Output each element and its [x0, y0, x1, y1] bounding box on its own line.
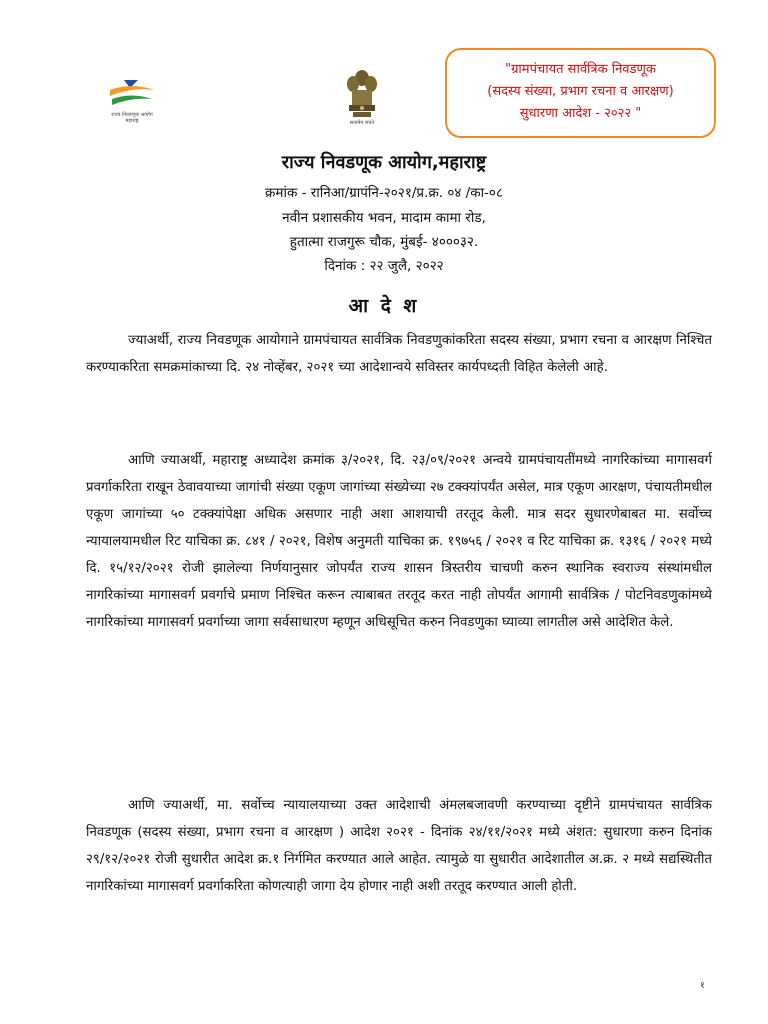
callout-line-1: "ग्रामपंचायत सार्वत्रिक निवडणूक	[505, 62, 656, 77]
address-line-1: नवीन प्रशासकीय भवन, मादाम कामा रोड,	[282, 210, 486, 226]
paragraph-3: आणि ज्याअर्थी, मा. सर्वोच्च न्यायालयाच्या उक्त आदेशाची अंमलबजावणी करण्याच्या दृष्टीने ग्रामपंचायत सार्वत्रिक निवडणूक (सदस्य संख्या, प्रभाग रचना व आरक्षण ) आदेश २०२१ - दिनांक २४/११/२०२१ मध्ये अंशत: सुधारणा करुन दिनांक २९/१२/२०२१ रोजी सुधारीत आदेश क्र.१ निर्गमित करण्यात आले आहेत. त्यामुळे या सुधारीत आदेशातील अ.क्र. २ मध्ये सद्यस्थितीत नागरिकांच्या मागासवर्ग प्रवर्गाकरिता कोणत्याही जागा देय होणार नाही अशी तरतूद करण्यात आली होती.	[86, 798, 712, 894]
logo-caption-1: राज्य निवडणूक आयोग	[111, 112, 153, 118]
order-date: दिनांक : २२ जुलै, २०२२	[324, 258, 444, 274]
organization-title: राज्य निवडणूक आयोग,महाराष्ट्र	[281, 152, 487, 173]
sec-logo-icon	[104, 78, 160, 112]
paragraph-2: आणि ज्याअर्थी, महाराष्ट्र अध्यादेश क्रमांक ३/२०२१, दि. २३/०९/२०२१ अन्वये ग्रामपंचायतींमध्ये नागरिकांच्या मागासवर्ग प्रवर्गाकरिता राखून ठेवावयाच्या जागांची संख्या एकूण जागांच्या संख्येच्या २७ टक्क्यांपर्यंत असेल, मात्र एकूण आरक्षण, पंचायतीमधील एकूण जागांच्या ५० टक्क्यांपेक्षा अधिक असणार नाही अशा आशयाची तरतूद केली. मात्र सदर सुधारणेबाबत मा. सर्वोच्च न्यायालयामधील रिट याचिका क्र. ८४१ / २०२१, विशेष अनुमती याचिका क्र. १९७५६ / २०२१ व रिट याचिका क्र. १३१६ / २०२१ मध्ये दि. १५/१२/२०२१ रोजी झालेल्या निर्णयानुसार जोपर्यंत राज्य शासन त्रिस्तरीय चाचणी करुन स्थानिक स्वराज्य संस्थांमधील नागरिकांच्या मागासवर्ग प्रवर्गाचे प्रमाण निश्चित करून त्याबाबत तरतूद करत नाही तोपर्यंत आगामी सार्वत्रिक / पोटनिवडणुकांमध्ये नागरिकांच्या मागासवर्ग प्रवर्गाच्या जागा सर्वसाधारण म्हणून अधिसूचित करुन निवडणुका घ्याव्या लागतील असे आदेशित केले.	[86, 453, 712, 630]
reference-number: क्रमांक - रानिआ/ग्रापंनि-२०२१/प्र.क्र. ०४ /का-०८	[265, 185, 503, 201]
order-title-callout	[445, 48, 716, 138]
ashoka-emblem-icon	[344, 68, 380, 120]
logo-caption-2: महाराष्ट्र	[125, 118, 139, 124]
callout-line-3: सुधारणा आदेश - २०२२ "	[519, 106, 642, 121]
callout-line-2: (सदस्य संख्या, प्रभाग रचना व आरक्षण)	[487, 84, 674, 99]
emblem-caption: सत्यमेव जयते	[349, 120, 375, 126]
order-heading: आ दे श	[348, 295, 420, 317]
page-number: १	[700, 981, 705, 991]
paragraph-1: ज्याअर्थी, राज्य निवडणूक आयोगाने ग्रामपंचायत सार्वत्रिक निवडणुकांकरिता सदस्य संख्या, प्रभाग रचना व आरक्षण निश्चित करण्याकरिता समक्रमांकाच्या दि. २४ नोव्हेंबर, २०२१ च्या आदेशान्वये सविस्तर कार्यपध्दती विहित केलेली आहे.	[86, 333, 712, 375]
sec-logo	[100, 78, 164, 124]
address-line-2: हुतात्मा राजगुरू चौक, मुंबई- ४०००३२.	[289, 234, 479, 250]
national-emblem	[340, 68, 384, 126]
